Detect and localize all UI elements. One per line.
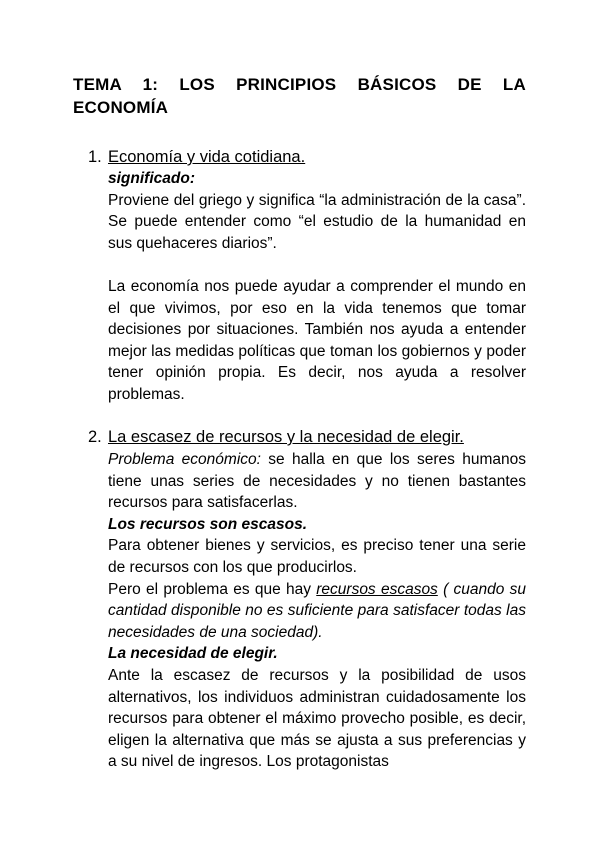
paragraph-elegir: Ante la escasez de recursos y la posibilidad de usos alternativos, los individuos administran cuidadosamente los recursos para obtener el máximo provecho posible, es decir, eligen la alternativa que más se ajusta a sus preferencias y a su nivel de ingresos. Los protagonistas: [108, 666, 526, 771]
term-recursos-escasos: recursos escasos: [316, 580, 438, 598]
section-1-paragraph-1: Proviene del griego y significa “la administración de la casa”. Se puede entender como “el estudio de la humanidad en sus quehaceres diarios”.: [108, 191, 526, 252]
definition-recursos-escasos: ( cuando su cantidad disponible no es suficiente para satisfacer todas las necesidades de una sociedad).: [108, 580, 526, 641]
section-2-number: 2.: [88, 428, 102, 446]
problema-lead: Pero el problema es que hay: [108, 580, 317, 598]
section-1-title: Economía y vida cotidiana.: [108, 148, 306, 166]
problem-term: Problema económico:: [108, 451, 261, 468]
section-2-problem-paragraph: [108, 449, 526, 514]
problem-text: se halla en que los seres humanos tiene unas series de necesidades y no tienen bastantes recursos para satisfacerlas.: [108, 451, 526, 512]
subheading-recursos-escasos: Los recursos son escasos.: [108, 515, 308, 533]
section-2-body: [108, 449, 526, 773]
paragraph-bienes: Para obtener bienes y servicios, es preciso tener una serie de recursos con los que producirlos.: [108, 537, 526, 576]
paragraph-problema: [108, 579, 526, 644]
section-1-number: 1.: [88, 148, 102, 166]
paragraph-gap: [108, 254, 526, 276]
subheading-necesidad-elegir: La necesidad de elegir.: [108, 645, 278, 663]
section-2-heading: [88, 426, 464, 448]
section-1-paragraph-2: La economía nos puede ayudar a comprender el mundo en el que vivimos, por eso en la vida tenemos que tomar decisiones por situaciones. También nos ayuda a entender mejor las medidas políticas que toman los gobiernos y poder tener opinión propia. Es decir, nos ayuda a resolver problemas.: [108, 277, 526, 403]
section-1-heading: [88, 146, 305, 168]
page-title: TEMA 1: LOS PRINCIPIOS BÁSICOS DE LA ECONOMÍA: [73, 75, 526, 117]
section-2-title: La escasez de recursos y la necesidad de elegir.: [108, 428, 464, 446]
section-1-body: [108, 168, 526, 406]
section-1-sublabel: significado:: [108, 170, 195, 187]
